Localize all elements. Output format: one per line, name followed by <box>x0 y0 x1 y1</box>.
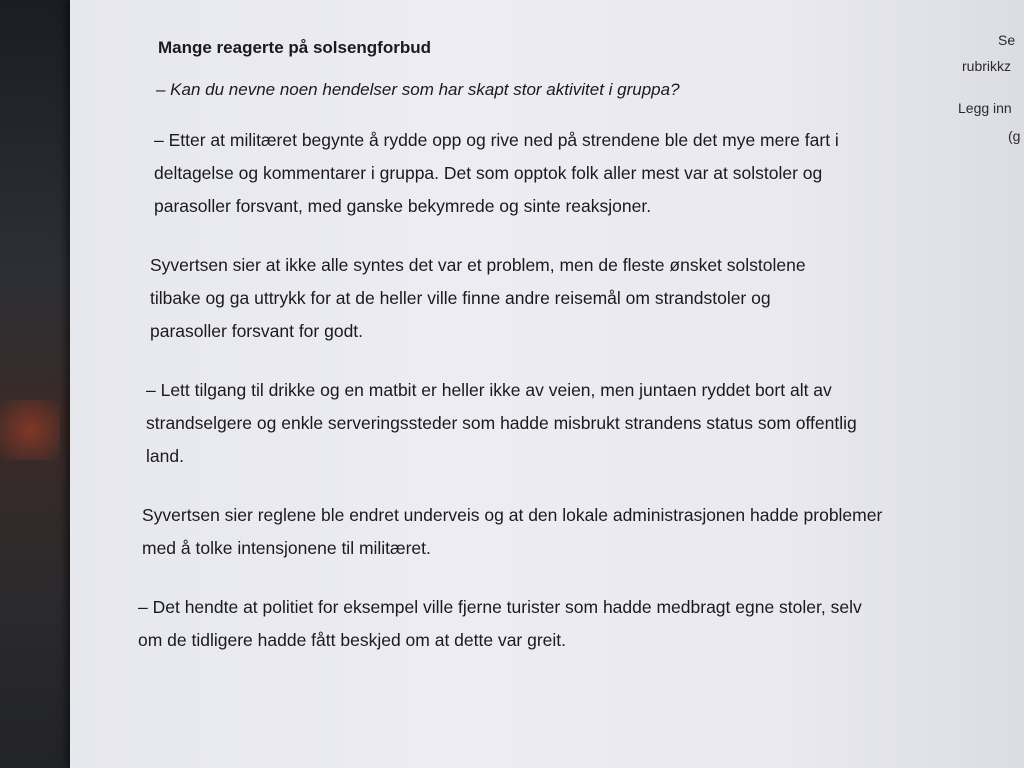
background-light-reflection <box>0 400 60 460</box>
sidebar-text-1: Se <box>998 32 1016 48</box>
interview-question: – Kan du nevne noen hendelser som har skapt stor aktivitet i gruppa? <box>156 80 680 99</box>
paragraph-2: Syvertsen sier at ikke alle syntes det var et problem, men de fleste ønsket solstolene tilbake og ga uttrykk for at de heller ville finne andre reisemål om strandstoler og parasoller forsvant for godt. <box>150 255 806 341</box>
article-body <box>138 38 910 683</box>
paragraph-4: Syvertsen sier reglene ble endret underveis og at den lokale administrasjonen hadde problemer med å tolke intensjonene til militæret. <box>142 505 883 558</box>
article-heading: Mange reagerte på solsengforbud <box>158 38 431 57</box>
sidebar-text-4: (g <box>1008 128 1021 144</box>
paragraph-3: – Lett tilgang til drikke og en matbit er heller ikke av veien, men juntaen ryddet bort alt av strandselgere og enkle serveringssteder som hadde misbrukt strandens status som offentlig land. <box>146 380 857 466</box>
paragraph-5: – Det hendte at politiet for eksempel ville fjerne turister som hadde medbragt egne stoler, selv om de tidligere hadde fått beskjed om at dette var greit. <box>138 597 862 650</box>
sidebar-comments <box>950 30 1024 146</box>
sidebar-text-2: rubrikkz <box>962 58 1012 74</box>
paragraph-1: – Etter at militæret begynte å rydde opp og rive ned på strendene ble det mye mere fart i deltagelse og kommentarer i gruppa. Det som opptok folk aller mest var at solstoler og parasoller forsvant, med ganske bekymrede og sinte reaksjoner. <box>154 130 839 216</box>
sidebar-text-3: Legg inn <box>958 100 1012 116</box>
